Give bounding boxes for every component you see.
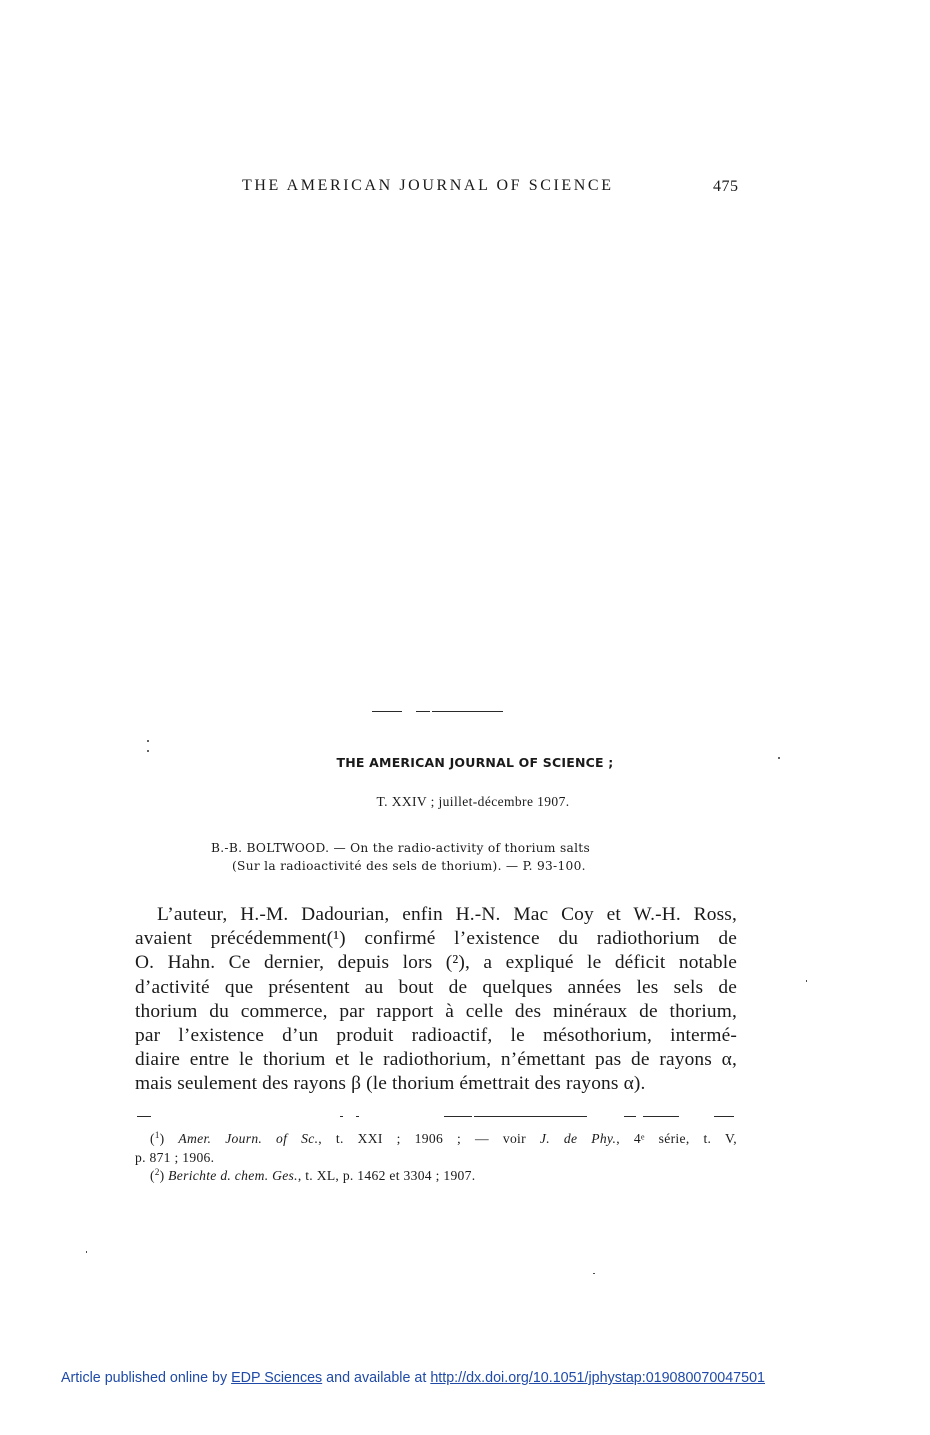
- footnote-1: ($^1$) Amer. Journ. of Sc., t. XXI ; 1906 ; — voir J. de Phy., 4ᵉ série, t. V,: [150, 1130, 738, 1146]
- body-line: diaire entre le thorium et le radiothorium, n’émettant pas de rayons α,: [135, 1049, 737, 1071]
- footnote-2-journal: Berichte d. chem. Ges.: [168, 1168, 298, 1183]
- footnote-1-middle: , t. XXI ; 1906 ; — voir: [318, 1131, 540, 1146]
- footnote-2-end: , t. XL, p. 1462 et 3304 ; 1907.: [297, 1168, 476, 1183]
- page-number: 475: [713, 178, 739, 195]
- doi-link[interactable]: http://dx.doi.org/10.1051/jphystap:019080070047501: [430, 1370, 765, 1386]
- volume-line: T. XXIV ; juillet-décembre 1907.: [376, 794, 570, 809]
- body-line: par l’existence d’un produit radioactif, le mésothorium, intermé-: [135, 1024, 737, 1046]
- body-line: thorium du commerce, par rapport à celle des minéraux de thorium,: [135, 1000, 737, 1022]
- footnote-1-journal-2: J. de Phy.: [539, 1131, 617, 1146]
- running-header-title: THE AMERICAN JOURNAL OF SCIENCE: [242, 177, 614, 194]
- article-reference-line-1: B.-B. BOLTWOOD. — On the radio-activity of thorium salts: [211, 841, 591, 855]
- footnotes: [135, 1130, 737, 1186]
- footnote-1-journal: Amer. Journ. of Sc.: [178, 1131, 319, 1146]
- footnote-2-marker: 2: [154, 1167, 160, 1177]
- body-paragraph: [135, 903, 737, 1097]
- scan-speck: [147, 750, 149, 752]
- body-line: O. Hahn. Ce dernier, depuis lors (²), a expliqué le déficit notable: [135, 952, 737, 974]
- publisher-link[interactable]: EDP Sciences: [231, 1370, 323, 1386]
- footnote-1-end: , 4ᵉ série, t. V,: [616, 1131, 738, 1146]
- body-line: L’auteur, H.-M. Dadourian, enfin H.-N. Mac Coy et W.-H. Ross,: [157, 904, 737, 925]
- footnote-2: ($^2$) Berichte d. chem. Ges., t. XL, p. 1462 et 3304 ; 1907.: [150, 1167, 476, 1183]
- body-line: avaient précédemment(¹) confirmé l’existence du radiothorium de: [135, 928, 737, 950]
- body-line: d’activité que présentent au bout de quelques années les sels de: [135, 976, 737, 998]
- publication-notice-middle: and available at: [322, 1370, 431, 1386]
- body-line: mais seulement des rayons β (le thorium émettrait des rayons α).: [135, 1073, 646, 1095]
- footnote-1-continuation: p. 871 ; 1906.: [135, 1149, 215, 1165]
- article-reference: [211, 839, 731, 875]
- scan-speck: [806, 980, 807, 982]
- article-reference-line-2: (Sur la radioactivité des sels de thorium). — P. 93-100.: [232, 859, 586, 873]
- publication-notice: [61, 1370, 765, 1386]
- journal-heading: THE AMERICAN JOURNAL OF SCIENCE ;: [336, 755, 614, 770]
- footnote-1-marker: 1: [154, 1130, 160, 1140]
- publication-notice-prefix: Article published online by: [61, 1370, 232, 1386]
- scan-speck: [86, 1251, 87, 1253]
- scan-speck: [593, 1273, 595, 1274]
- scan-speck: [147, 740, 149, 742]
